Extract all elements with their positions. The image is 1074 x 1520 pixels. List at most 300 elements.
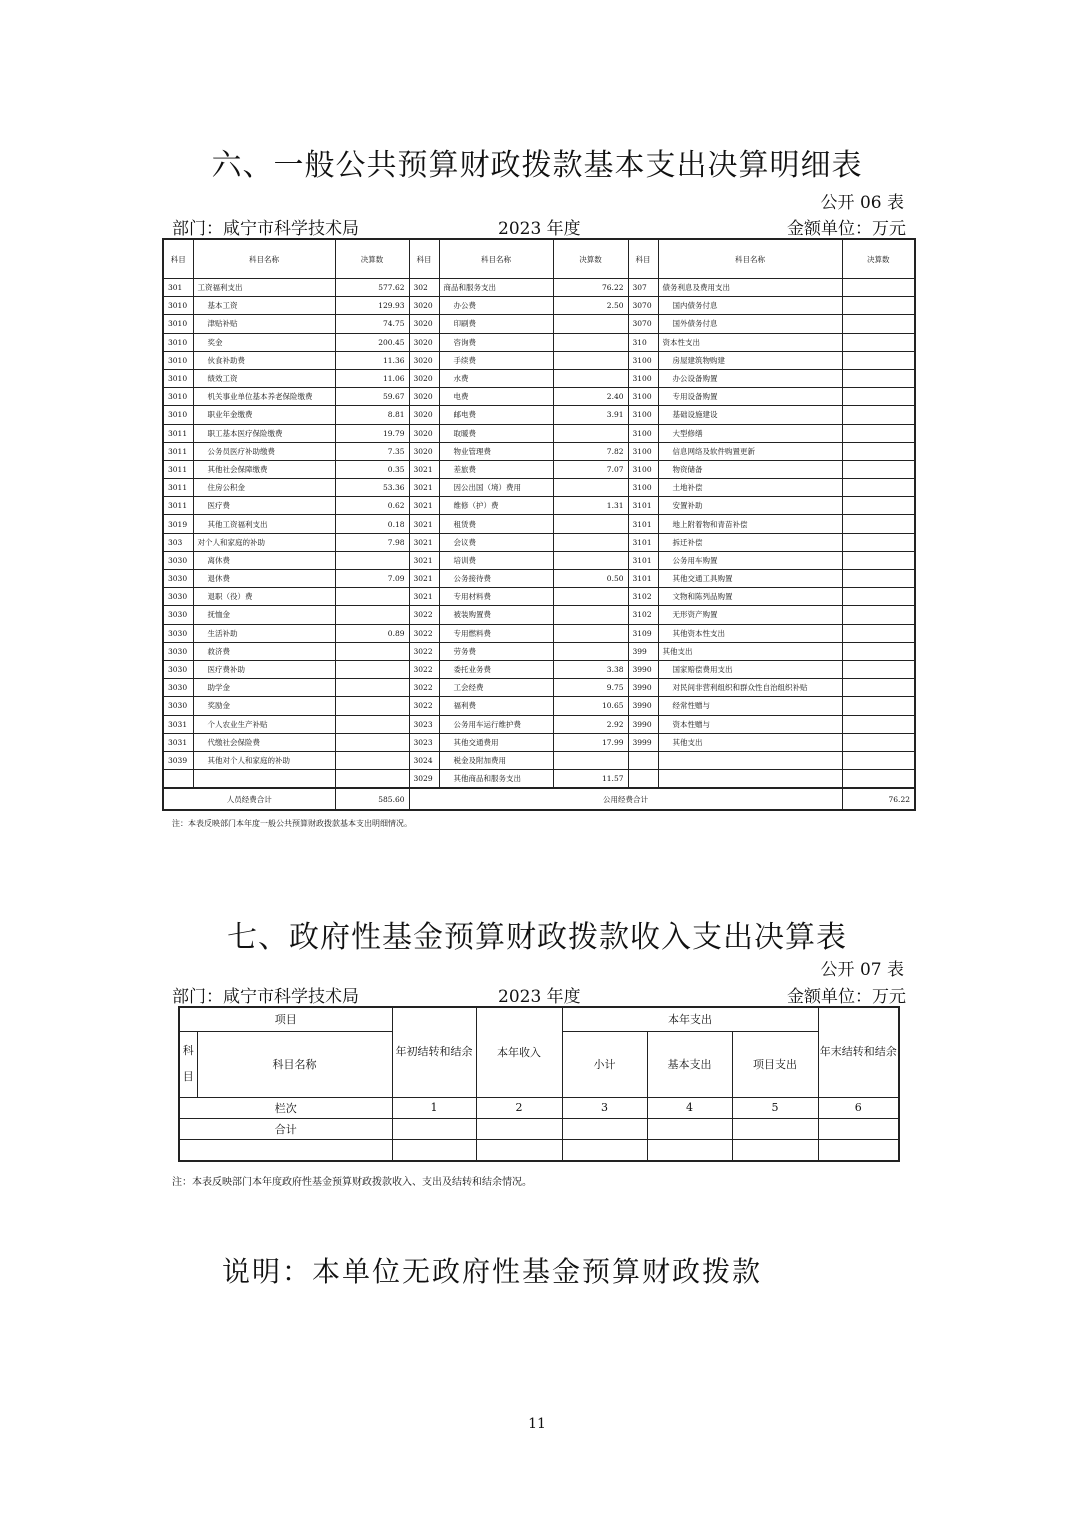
subject-name-cell: 奖金	[193, 333, 335, 351]
subject-name-cell: 房屋建筑物购建	[658, 351, 842, 369]
basic-expenditure-table	[162, 238, 916, 811]
subject-code-cell: 310	[628, 333, 658, 351]
amount-cell: 2.92	[553, 715, 628, 733]
subject-name-cell	[658, 770, 842, 789]
subject-code-cell: 3019	[163, 515, 193, 533]
totals-row	[163, 788, 915, 810]
subject-name-cell: 差旅费	[439, 460, 553, 478]
section6-table-code: 公开 06 表	[820, 193, 904, 213]
subject-code-cell: 3011	[163, 460, 193, 478]
subject-code-cell: 3030	[163, 624, 193, 642]
amount-cell	[553, 588, 628, 606]
subject-code-cell: 3102	[628, 606, 658, 624]
amount-cell	[553, 479, 628, 497]
amount-cell: 9.75	[553, 679, 628, 697]
subject-name-cell: 资本性赠与	[658, 715, 842, 733]
amount-cell	[842, 406, 915, 424]
amount-cell	[553, 624, 628, 642]
subject-name-cell: 退休费	[193, 570, 335, 588]
subject-code-cell: 3022	[409, 624, 439, 642]
section7-table-code: 公开 07 表	[820, 960, 904, 980]
amount-cell: 11.36	[335, 351, 409, 369]
subject-name-cell: 其他交通费用	[439, 733, 553, 751]
amount-cell: 74.75	[335, 315, 409, 333]
amount-cell: 8.81	[335, 406, 409, 424]
amount-cell: 2.50	[553, 297, 628, 315]
subject-code-cell: 3030	[163, 660, 193, 678]
amount-cell	[842, 279, 915, 297]
subject-code-cell	[628, 770, 658, 789]
amount-cell: 11.57	[553, 770, 628, 789]
table-row	[163, 733, 915, 751]
subject-name-cell: 文物和陈列品购置	[658, 588, 842, 606]
subject-name-cell: 基础设施建设	[658, 406, 842, 424]
amount-cell	[842, 369, 915, 387]
column-header: 科目	[163, 239, 193, 279]
public-total-label: 公用经费合计	[409, 788, 842, 810]
table-row	[163, 460, 915, 478]
subject-code-cell: 3070	[628, 297, 658, 315]
subject-name-cell: 因公出国（境）费用	[439, 479, 553, 497]
subject-code-cell: 3021	[409, 570, 439, 588]
table-row	[163, 751, 915, 769]
page-number: 11	[528, 1416, 546, 1432]
subject-name-cell: 医疗费	[193, 497, 335, 515]
table-row	[163, 606, 915, 624]
subject-code-cell: 3020	[409, 297, 439, 315]
department-label: 部门：咸宁市科学技术局	[172, 987, 359, 1007]
amount-cell	[842, 551, 915, 569]
amount-cell	[842, 297, 915, 315]
subject-code-cell: 303	[163, 533, 193, 551]
amount-cell: 0.50	[553, 570, 628, 588]
amount-cell: 0.18	[335, 515, 409, 533]
section6-note: 注：本表反映部门本年度一般公共预算财政拨款基本支出明细情况。	[172, 819, 412, 828]
amount-cell	[553, 369, 628, 387]
amount-cell	[842, 460, 915, 478]
subject-code-cell: 3990	[628, 697, 658, 715]
section7-note: 注：本表反映部门本年度政府性基金预算财政拨款收入、支出及结转和结余情况。	[172, 1177, 532, 1188]
subject-code-cell: 3020	[409, 388, 439, 406]
amount-cell	[842, 424, 915, 442]
subject-code-cell: 3990	[628, 679, 658, 697]
subject-name-cell: 公务用车运行维护费	[439, 715, 553, 733]
amount-cell	[842, 679, 915, 697]
subject-code-cell: 3070	[628, 315, 658, 333]
subject-code-cell: 3030	[163, 551, 193, 569]
income-header: 本年收入	[476, 1007, 562, 1097]
amount-cell	[842, 515, 915, 533]
empty-row	[179, 1139, 899, 1161]
subject-name-cell: 物业管理费	[439, 442, 553, 460]
subject-name-cell: 水费	[439, 369, 553, 387]
subject-name-cell: 其他支出	[658, 642, 842, 660]
subject-name-cell: 津贴补贴	[193, 315, 335, 333]
amount-cell	[842, 479, 915, 497]
subject-code-cell: 3021	[409, 588, 439, 606]
subject-name-cell: 商品和服务支出	[439, 279, 553, 297]
subject-name-cell: 离休费	[193, 551, 335, 569]
subject-name-cell: 生活补助	[193, 624, 335, 642]
subject-code-cell: 3029	[409, 770, 439, 789]
subject-code-cell: 3020	[409, 351, 439, 369]
table-row	[163, 642, 915, 660]
subject-code-cell: 3101	[628, 551, 658, 569]
subject-code-cell: 3030	[163, 679, 193, 697]
amount-cell	[842, 497, 915, 515]
subject-code-cell: 3999	[628, 733, 658, 751]
subject-name-cell: 国家赔偿费用支出	[658, 660, 842, 678]
subject-name-cell: 债务利息及费用支出	[658, 279, 842, 297]
subject-code-cell: 3023	[409, 715, 439, 733]
table-row	[163, 588, 915, 606]
subject-name-cell: 劳务费	[439, 642, 553, 660]
subject-name-cell: 对民间非营利组织和群众性自治组织补贴	[658, 679, 842, 697]
amount-cell	[553, 351, 628, 369]
amount-cell	[842, 388, 915, 406]
subject-name-cell: 其他商品和服务支出	[439, 770, 553, 789]
table-row	[163, 697, 915, 715]
amount-cell: 0.62	[335, 497, 409, 515]
unit-label: 金额单位：万元	[787, 987, 906, 1007]
subject-name-cell: 维修（护）费	[439, 497, 553, 515]
column-header: 决算数	[842, 239, 915, 279]
subject-name-header: 科目名称	[197, 1031, 392, 1097]
subject-name-cell: 其他资本性支出	[658, 624, 842, 642]
table-row	[163, 369, 915, 387]
subject-code-cell: 3100	[628, 460, 658, 478]
subject-name-cell: 退职（役）费	[193, 588, 335, 606]
subject-name-cell: 基本工资	[193, 297, 335, 315]
subject-name-cell: 无形资产购置	[658, 606, 842, 624]
table-row	[163, 424, 915, 442]
subject-name-cell: 工会经费	[439, 679, 553, 697]
subject-code-cell: 3010	[163, 351, 193, 369]
subject-name-cell: 救济费	[193, 642, 335, 660]
subject-name-cell: 租赁费	[439, 515, 553, 533]
amount-cell	[842, 333, 915, 351]
subject-name-cell: 土地补偿	[658, 479, 842, 497]
table-row	[163, 388, 915, 406]
amount-cell	[335, 770, 409, 789]
row-label: 栏次	[179, 1097, 392, 1118]
amount-cell	[842, 642, 915, 660]
subject-code-cell: 3990	[628, 715, 658, 733]
column-number-row	[179, 1097, 899, 1118]
subject-code-cell: 3011	[163, 479, 193, 497]
amount-cell	[553, 315, 628, 333]
subject-name-cell: 福利费	[439, 697, 553, 715]
amount-cell	[842, 442, 915, 460]
subject-name-cell: 其他支出	[658, 733, 842, 751]
subject-code-cell: 3109	[628, 624, 658, 642]
subject-code-cell: 3011	[163, 424, 193, 442]
subject-name-cell: 伙食补助费	[193, 351, 335, 369]
subject-name-cell: 地上附着物和青苗补偿	[658, 515, 842, 533]
subject-code-cell: 3011	[163, 442, 193, 460]
subject-name-cell: 税金及附加费用	[439, 751, 553, 769]
column-number: 1	[392, 1097, 476, 1118]
subject-code-cell: 3022	[409, 606, 439, 624]
subject-code-cell: 3101	[628, 515, 658, 533]
subject-name-cell: 其他社会保障缴费	[193, 460, 335, 478]
subject-name-cell: 职工基本医疗保险缴费	[193, 424, 335, 442]
subject-name-cell: 办公设备购置	[658, 369, 842, 387]
year-label: 2023 年度	[498, 219, 581, 239]
amount-cell: 7.07	[553, 460, 628, 478]
amount-cell: 3.38	[553, 660, 628, 678]
amount-cell	[335, 551, 409, 569]
subject-code-cell: 3031	[163, 733, 193, 751]
subject-code-cell: 3030	[163, 642, 193, 660]
amount-cell	[553, 533, 628, 551]
subject-code-cell	[628, 751, 658, 769]
project-expense-header: 项目支出	[732, 1031, 818, 1097]
table-row	[163, 479, 915, 497]
basic-expense-header: 基本支出	[647, 1031, 732, 1097]
table-row	[163, 406, 915, 424]
table-row	[163, 333, 915, 351]
begin-balance-header: 年初结转和结余	[392, 1007, 476, 1097]
amount-cell: 0.35	[335, 460, 409, 478]
table-header-row	[163, 239, 915, 279]
amount-cell	[842, 624, 915, 642]
amount-cell	[553, 515, 628, 533]
table-row	[163, 551, 915, 569]
subject-name-cell: 被装购置费	[439, 606, 553, 624]
subject-name-cell: 其他工资福利支出	[193, 515, 335, 533]
subject-code-cell: 3102	[628, 588, 658, 606]
subject-code-cell: 3030	[163, 606, 193, 624]
subject-name-cell: 资本性支出	[658, 333, 842, 351]
subject-name-cell: 住房公积金	[193, 479, 335, 497]
amount-cell	[335, 660, 409, 678]
personnel-total-label: 人员经费合计	[163, 788, 335, 810]
amount-cell: 129.93	[335, 297, 409, 315]
subject-name-cell: 培训费	[439, 551, 553, 569]
subject-code-cell: 3020	[409, 424, 439, 442]
amount-cell: 3.91	[553, 406, 628, 424]
subject-name-cell: 机关事业单位基本养老保险缴费	[193, 388, 335, 406]
column-header: 科目名称	[439, 239, 553, 279]
subject-code-cell: 3022	[409, 679, 439, 697]
subject-code-cell: 3010	[163, 297, 193, 315]
amount-cell	[335, 733, 409, 751]
subject-code-cell: 3100	[628, 406, 658, 424]
subject-name-cell: 公务员医疗补助缴费	[193, 442, 335, 460]
column-header: 决算数	[335, 239, 409, 279]
amount-cell: 1.31	[553, 497, 628, 515]
amount-cell	[553, 333, 628, 351]
table-row	[163, 279, 915, 297]
subject-code-cell: 3010	[163, 388, 193, 406]
subject-name-cell: 专用设备购置	[658, 388, 842, 406]
subject-name-cell	[193, 770, 335, 789]
subject-code-cell: 3021	[409, 551, 439, 569]
project-header: 项目	[179, 1007, 392, 1031]
total-row	[179, 1118, 899, 1139]
subject-name-cell: 其他对个人和家庭的补助	[193, 751, 335, 769]
subject-code-cell: 3021	[409, 515, 439, 533]
subject-code-cell: 3020	[409, 369, 439, 387]
amount-cell: 577.62	[335, 279, 409, 297]
subject-name-cell: 物资储备	[658, 460, 842, 478]
subject-name-cell: 工资福利支出	[193, 279, 335, 297]
table-row	[163, 679, 915, 697]
subtotal-header: 小计	[562, 1031, 647, 1097]
table-row	[163, 297, 915, 315]
year-label: 2023 年度	[498, 987, 581, 1007]
explanation-text: 说明：本单位无政府性基金预算财政拨款	[222, 1255, 763, 1288]
subject-code-cell: 3010	[163, 315, 193, 333]
amount-cell	[842, 733, 915, 751]
expense-header: 本年支出	[562, 1007, 818, 1031]
amount-cell	[335, 715, 409, 733]
subject-code-cell: 3022	[409, 642, 439, 660]
table-row	[163, 533, 915, 551]
column-header: 科目	[409, 239, 439, 279]
subject-code-cell: 3100	[628, 424, 658, 442]
subject-code-cell: 3100	[628, 369, 658, 387]
subject-code-cell: 3031	[163, 715, 193, 733]
amount-cell: 7.09	[335, 570, 409, 588]
department-label: 部门：咸宁市科学技术局	[172, 219, 359, 239]
subject-code-cell: 3010	[163, 369, 193, 387]
amount-cell	[553, 551, 628, 569]
subject-name-cell: 信息网络及软件购置更新	[658, 442, 842, 460]
amount-cell	[842, 351, 915, 369]
personnel-total-value: 585.60	[335, 788, 409, 810]
subject-code-cell: 3100	[628, 351, 658, 369]
table-row	[163, 351, 915, 369]
unit-label: 金额单位：万元	[787, 219, 906, 239]
amount-cell: 11.06	[335, 369, 409, 387]
subject-name-cell: 咨询费	[439, 333, 553, 351]
amount-cell	[553, 424, 628, 442]
amount-cell: 76.22	[553, 279, 628, 297]
subject-code-cell: 3101	[628, 533, 658, 551]
column-number: 6	[818, 1097, 899, 1118]
subject-name-cell: 专用燃料费	[439, 624, 553, 642]
subject-code-cell: 3100	[628, 479, 658, 497]
subject-name-cell: 大型修缮	[658, 424, 842, 442]
column-header: 科目名称	[658, 239, 842, 279]
public-total-value: 76.22	[842, 788, 915, 810]
subject-name-cell: 印刷费	[439, 315, 553, 333]
subject-code-cell: 3039	[163, 751, 193, 769]
amount-cell: 7.82	[553, 442, 628, 460]
subject-code-cell: 3021	[409, 479, 439, 497]
amount-cell	[842, 570, 915, 588]
header-row-1	[179, 1007, 899, 1031]
subject-name-cell	[658, 751, 842, 769]
subject-code-cell: 3100	[628, 388, 658, 406]
column-number: 3	[562, 1097, 647, 1118]
subject-code-cell: 3010	[163, 333, 193, 351]
subject-name-cell: 邮电费	[439, 406, 553, 424]
subject-name-cell: 绩效工资	[193, 369, 335, 387]
subject-code-cell: 3020	[409, 442, 439, 460]
subject-code-cell: 3020	[409, 406, 439, 424]
column-number: 5	[732, 1097, 818, 1118]
amount-cell: 19.79	[335, 424, 409, 442]
amount-cell: 10.65	[553, 697, 628, 715]
amount-cell: 53.36	[335, 479, 409, 497]
subject-name-cell: 公务用车购置	[658, 551, 842, 569]
subject-code-cell: 3022	[409, 660, 439, 678]
subject-name-cell: 公务接待费	[439, 570, 553, 588]
subject-name-cell: 抚恤金	[193, 606, 335, 624]
amount-cell	[553, 751, 628, 769]
amount-cell	[842, 660, 915, 678]
subject-code-cell: 3101	[628, 497, 658, 515]
amount-cell	[842, 697, 915, 715]
total-label: 合计	[179, 1118, 392, 1139]
amount-cell	[842, 770, 915, 789]
subject-name-cell: 国内债务付息	[658, 297, 842, 315]
subject-name-cell: 专用材料费	[439, 588, 553, 606]
column-number: 4	[647, 1097, 732, 1118]
amount-cell	[335, 697, 409, 715]
subject-code-cell: 3021	[409, 460, 439, 478]
subject-name-cell: 电费	[439, 388, 553, 406]
amount-cell	[335, 588, 409, 606]
amount-cell	[842, 751, 915, 769]
subject-code-cell: 3100	[628, 442, 658, 460]
subject-code-cell: 3030	[163, 588, 193, 606]
subject-code-cell: 301	[163, 279, 193, 297]
section7-title: 七、政府性基金预算财政拨款收入支出决算表	[227, 920, 847, 955]
subject-name-cell: 个人农业生产补贴	[193, 715, 335, 733]
section6-title: 六、一般公共预算财政拨款基本支出决算明细表	[211, 148, 863, 183]
subject-code-cell: 3020	[409, 315, 439, 333]
amount-cell	[842, 533, 915, 551]
subject-code-cell: 3990	[628, 660, 658, 678]
column-header: 决算数	[553, 239, 628, 279]
subject-name-cell: 手续费	[439, 351, 553, 369]
subject-code-cell: 3021	[409, 497, 439, 515]
subject-code-cell: 3010	[163, 406, 193, 424]
subject-code-cell: 3030	[163, 697, 193, 715]
subject-name-cell: 代缴社会保险费	[193, 733, 335, 751]
table-row	[163, 624, 915, 642]
amount-cell: 17.99	[553, 733, 628, 751]
amount-cell: 2.40	[553, 388, 628, 406]
subject-code-header: 科目	[179, 1031, 197, 1097]
subject-name-cell: 取暖费	[439, 424, 553, 442]
subject-name-cell: 拆迁补偿	[658, 533, 842, 551]
column-header: 科目名称	[193, 239, 335, 279]
amount-cell	[335, 606, 409, 624]
subject-code-cell: 3024	[409, 751, 439, 769]
subject-code-cell: 3101	[628, 570, 658, 588]
subject-code-cell: 399	[628, 642, 658, 660]
subject-code-cell: 307	[628, 279, 658, 297]
amount-cell: 7.35	[335, 442, 409, 460]
table-row	[163, 570, 915, 588]
subject-code-cell: 3023	[409, 733, 439, 751]
subject-code-cell: 302	[409, 279, 439, 297]
subject-name-cell: 办公费	[439, 297, 553, 315]
subject-code-cell	[163, 770, 193, 789]
subject-name-cell: 奖励金	[193, 697, 335, 715]
amount-cell	[335, 642, 409, 660]
government-fund-table	[178, 1006, 900, 1162]
amount-cell	[553, 642, 628, 660]
subject-name-cell: 其他交通工具购置	[658, 570, 842, 588]
amount-cell: 200.45	[335, 333, 409, 351]
subject-name-cell: 医疗费补助	[193, 660, 335, 678]
